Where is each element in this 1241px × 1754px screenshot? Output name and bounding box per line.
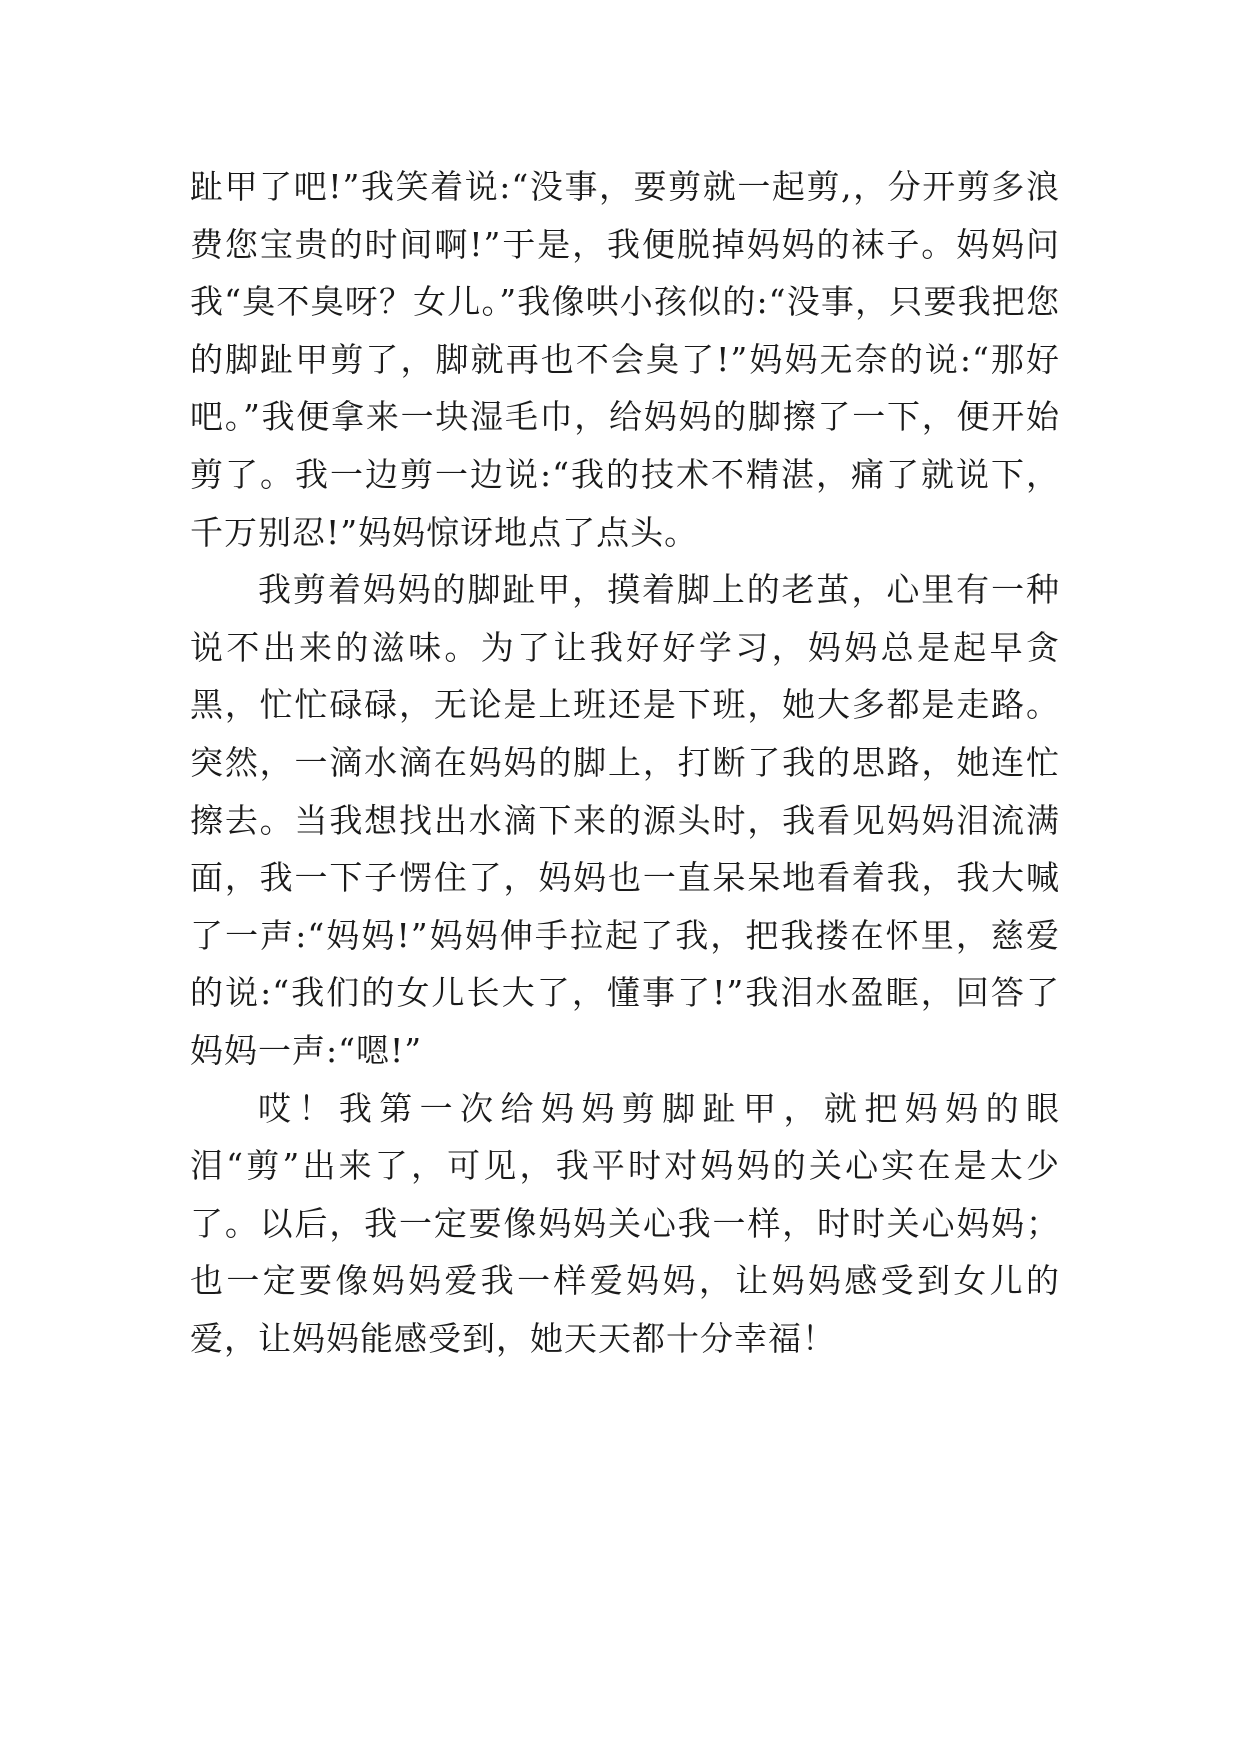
paragraph-closing: 哎！我第一次给妈妈剪脚趾甲，就把妈妈的眼泪“剪”出来了，可见，我平时对妈妈的关心实在是太少了。以后，我一定要像妈妈关心我一样，时时关心妈妈；也一定要像妈妈爱我一样爱妈妈，让妈妈感受到女儿的爱，让妈妈能感受到，她天天都十分幸福！ [190,1088,1060,1358]
paragraph: 我剪着妈妈的脚趾甲，摸着脚上的老茧，心里有一种说不出来的滋味。为了让我好好学习，妈妈总是起早贪黑，忙忙碌碌，无论是上班还是下班，她大多都是走路。突然，一滴水滴在妈妈的脚上，打断了我的思路，她连忙擦去。当我想找出水滴下来的源头时，我看见妈妈泪流满面，我一下子愣住了，妈妈也一直呆呆地看着我，我大喊了一声:“妈妈!”妈妈伸手拉起了我，把我搂在怀里，慈爱的说:“我们的女儿长大了，懂事了!”我泪水盈眶，回答了妈妈一声:“嗯!” [190,570,1060,1070]
paragraph-continued: 趾甲了吧!”我笑着说:“没事，要剪就一起剪,，分开剪多浪费您宝贵的时间啊!”于是，我便脱掉妈妈的袜子。妈妈问我“臭不臭呀？女儿。”我像哄小孩似的:“没事，只要我把您的脚趾甲剪了，脚就再也不会臭了!”妈妈无奈的说:“那好吧。”我便拿来一块湿毛巾，给妈妈的脚擦了一下，便开始剪了。我一边剪一边说:“我的技术不精湛，痛了就说下，千万别忍!”妈妈惊讶地点了点头。 [190,167,1060,552]
document-body [190,158,1060,1367]
